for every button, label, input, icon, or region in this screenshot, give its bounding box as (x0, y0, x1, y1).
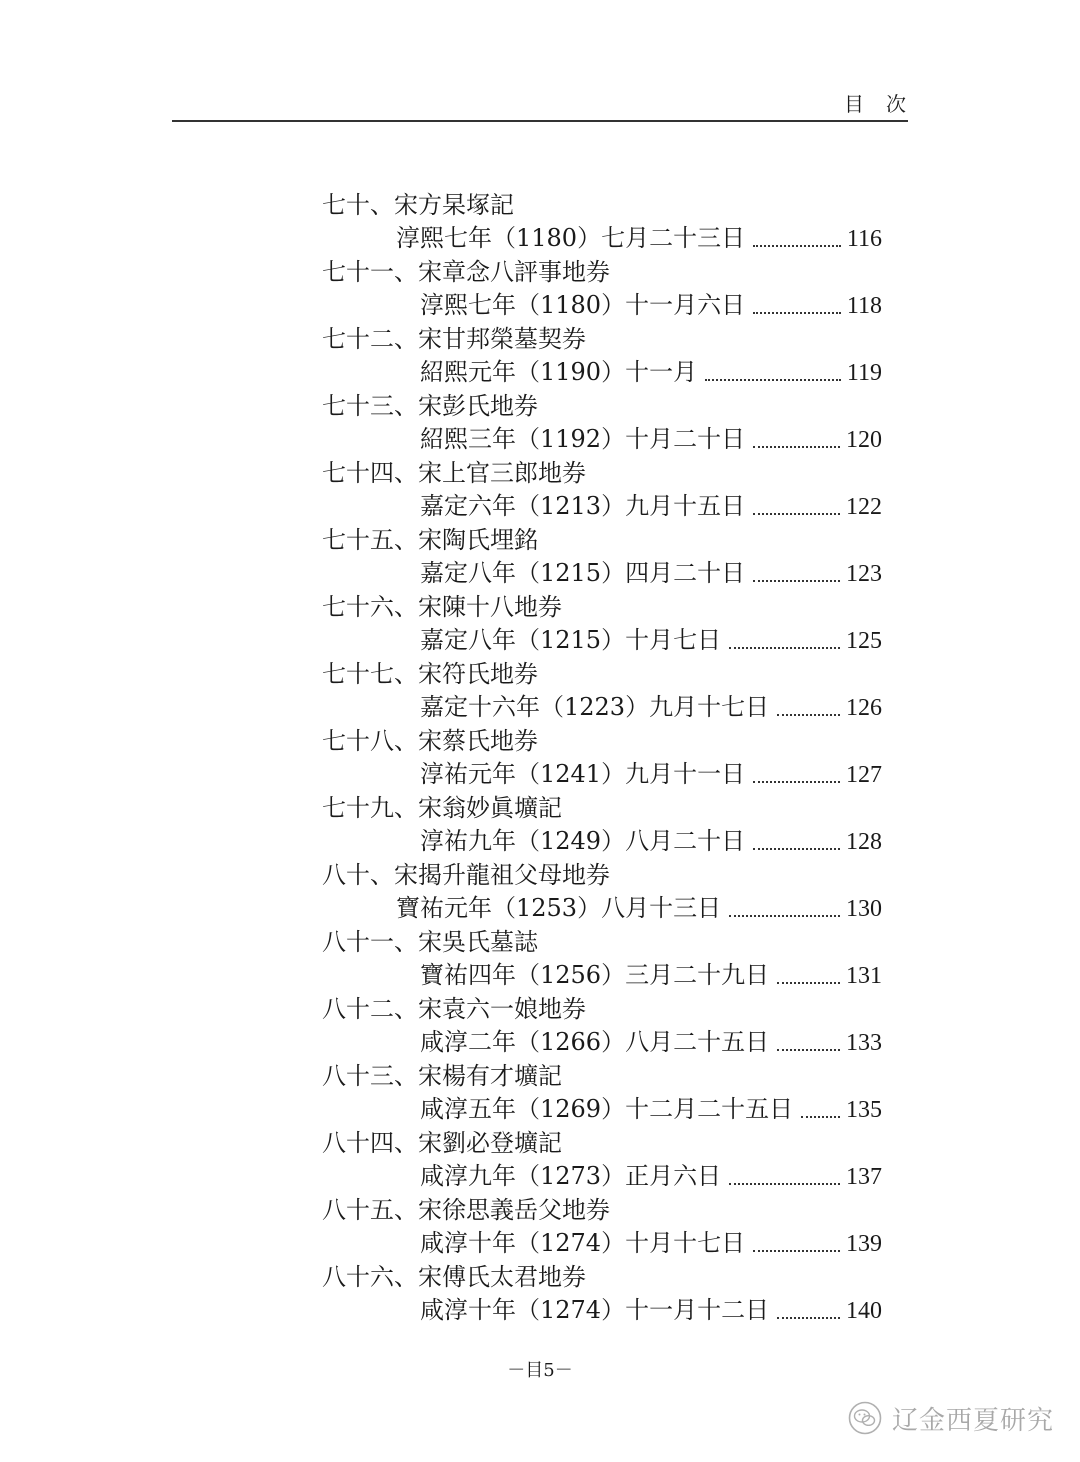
toc-entry (322, 456, 882, 523)
toc-entry (322, 188, 882, 255)
toc-entry-page-number: 140 (846, 1298, 882, 1324)
watermark-text: 辽金西夏研究 (892, 1405, 1055, 1436)
toc-entry-title: 七十六、宋陳十八地券 (322, 593, 562, 621)
toc-entry-date: 咸淳十年（1274）十月十七日 (420, 1229, 746, 1257)
toc-entry-title: 八十四、宋劉必登壙記 (322, 1129, 562, 1157)
toc-entry-detail (322, 1294, 882, 1327)
toc-entry-detail (322, 892, 882, 925)
toc-entry-date: 紹熙元年（1190）十一月 (420, 358, 698, 386)
toc-entry (322, 255, 882, 322)
toc-entry-detail (322, 959, 882, 992)
toc-entry-detail (322, 222, 882, 255)
toc-entry-title: 七十四、宋上官三郎地券 (322, 459, 586, 487)
toc-entry (322, 791, 882, 858)
running-title: 目次 (844, 92, 928, 116)
toc-entry-date: 嘉定八年（1215）四月二十日 (420, 559, 746, 587)
toc-entry (322, 925, 882, 992)
toc-entry-date: 嘉定八年（1215）十月七日 (420, 626, 722, 654)
dot-leader (753, 428, 840, 448)
toc-entry-date: 嘉定六年（1213）九月十五日 (420, 492, 746, 520)
toc-entry-detail (322, 624, 882, 657)
dot-leader (753, 495, 840, 515)
toc-entry (322, 1260, 882, 1327)
toc-entry (322, 322, 882, 389)
toc-entry-detail (322, 1093, 882, 1126)
dot-leader (729, 629, 840, 649)
toc-entry-page-number: 120 (846, 427, 882, 453)
toc-entry-page-number: 116 (846, 226, 882, 252)
toc-entry (322, 1059, 882, 1126)
toc-entry-title: 八十、宋揭升龍祖父母地券 (322, 861, 610, 889)
toc-entry (322, 523, 882, 590)
toc-entry-detail (322, 1227, 882, 1260)
dot-leader (729, 1165, 840, 1185)
toc-entry-page-number: 127 (846, 762, 882, 788)
toc-entry-page-number: 139 (846, 1231, 882, 1257)
toc-entry-title: 七十三、宋彭氏地券 (322, 392, 538, 420)
toc-entry-page-number: 119 (846, 360, 882, 386)
toc-entry-detail (322, 1160, 882, 1193)
toc-entry-page-number: 131 (846, 963, 882, 989)
table-of-contents (322, 188, 882, 1327)
toc-entry-detail (322, 557, 882, 590)
dot-leader (729, 897, 840, 917)
toc-entry-detail (322, 758, 882, 791)
dot-leader (753, 830, 840, 850)
toc-entry-date: 寶祐元年（1253）八月十三日 (396, 894, 722, 922)
toc-entry-title: 八十五、宋徐思義岳父地券 (322, 1196, 610, 1224)
toc-entry-page-number: 137 (846, 1164, 882, 1190)
toc-entry-title: 七十五、宋陶氏埋銘 (322, 526, 538, 554)
toc-entry-page-number: 125 (846, 628, 882, 654)
toc-entry-page-number: 128 (846, 829, 882, 855)
toc-entry-date: 咸淳五年（1269）十二月二十五日 (420, 1095, 794, 1123)
toc-entry (322, 858, 882, 925)
toc-entry-title: 八十六、宋傅氏太君地券 (322, 1263, 586, 1291)
toc-entry-title: 八十三、宋楊有才壙記 (322, 1062, 562, 1090)
toc-entry-detail (322, 289, 882, 322)
toc-entry (322, 724, 882, 791)
toc-entry-date: 嘉定十六年（1223）九月十七日 (420, 693, 770, 721)
dot-leader (801, 1098, 840, 1118)
toc-entry-title: 七十八、宋蔡氏地券 (322, 727, 538, 755)
dot-leader (777, 696, 840, 716)
wechat-logo-icon (848, 1401, 882, 1435)
toc-entry-detail (322, 490, 882, 523)
toc-entry-page-number: 118 (846, 293, 882, 319)
toc-entry-detail (322, 825, 882, 858)
toc-entry (322, 1126, 882, 1193)
toc-entry-page-number: 123 (846, 561, 882, 587)
dot-leader (753, 294, 841, 314)
dot-leader (753, 227, 841, 247)
dot-leader (753, 562, 840, 582)
toc-entry (322, 657, 882, 724)
dot-leader (753, 1232, 840, 1252)
toc-entry-date: 淳熙七年（1180）十一月六日 (420, 291, 746, 319)
toc-entry-detail (322, 356, 882, 389)
toc-entry-title: 七十九、宋翁妙眞壙記 (322, 794, 562, 822)
page-folio: －目5－ (507, 1360, 573, 1381)
dot-leader (777, 1299, 840, 1319)
toc-entry-page-number: 133 (846, 1030, 882, 1056)
dot-leader (705, 361, 841, 381)
toc-entry-date: 淳熙七年（1180）七月二十三日 (396, 224, 746, 252)
toc-entry-page-number: 130 (846, 896, 882, 922)
toc-entry-date: 寶祐四年（1256）三月二十九日 (420, 961, 770, 989)
toc-entry-date: 紹熙三年（1192）十月二十日 (420, 425, 746, 453)
toc-entry (322, 1193, 882, 1260)
toc-entry (322, 389, 882, 456)
toc-entry (322, 992, 882, 1059)
toc-entry-detail (322, 691, 882, 724)
toc-entry-date: 淳祐九年（1249）八月二十日 (420, 827, 746, 855)
watermark (848, 1398, 1054, 1438)
toc-entry-page-number: 135 (846, 1097, 882, 1123)
dot-leader (777, 964, 840, 984)
toc-entry-title: 八十一、宋吳氏墓誌 (322, 928, 538, 956)
toc-entry-title: 七十七、宋符氏地券 (322, 660, 538, 688)
toc-entry-title: 七十、宋方杲塚記 (322, 191, 514, 219)
toc-entry (322, 590, 882, 657)
toc-entry-detail (322, 423, 882, 456)
toc-entry-title: 八十二、宋袁六一娘地券 (322, 995, 586, 1023)
toc-entry-page-number: 122 (846, 494, 882, 520)
toc-entry-date: 咸淳九年（1273）正月六日 (420, 1162, 722, 1190)
dot-leader (777, 1031, 840, 1051)
toc-entry-date: 淳祐元年（1241）九月十一日 (420, 760, 746, 788)
toc-entry-title: 七十一、宋章念八評事地券 (322, 258, 610, 286)
toc-entry-title: 七十二、宋甘邦榮墓契券 (322, 325, 586, 353)
running-header (172, 82, 928, 122)
toc-entry-detail (322, 1026, 882, 1059)
toc-entry-date: 咸淳二年（1266）八月二十五日 (420, 1028, 770, 1056)
toc-entry-page-number: 126 (846, 695, 882, 721)
dot-leader (753, 763, 840, 783)
toc-entry-date: 咸淳十年（1274）十一月十二日 (420, 1296, 770, 1324)
